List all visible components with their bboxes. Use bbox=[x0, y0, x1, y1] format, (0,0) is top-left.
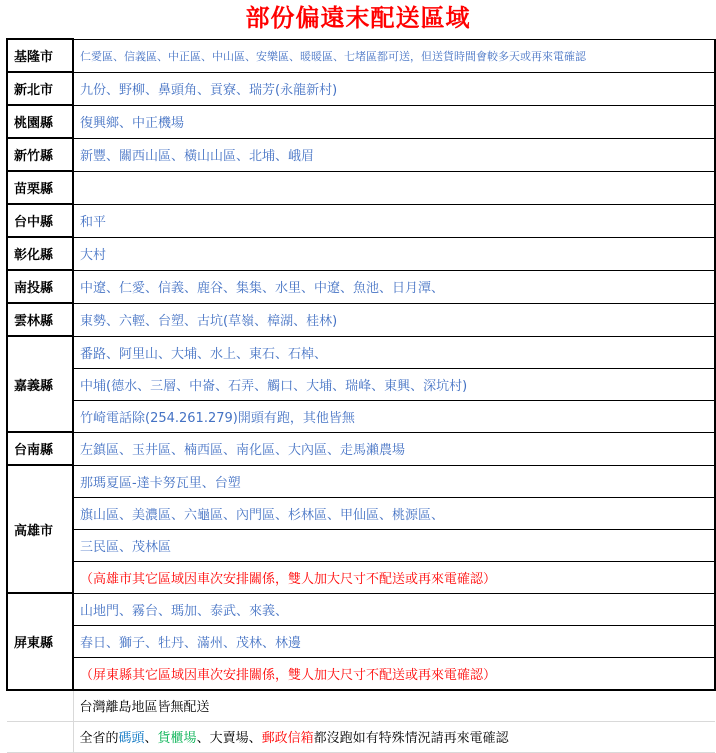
final-note-prefix: 全省的 bbox=[79, 731, 119, 746]
county-hsinchu: 新竹縣 bbox=[7, 138, 73, 171]
table-row bbox=[7, 657, 715, 690]
islands-note: 台灣離島地區皆無配送 bbox=[73, 690, 715, 722]
areas-nantou: 中遼、仁愛、信義、鹿谷、集集、水里、中遼、魚池、日月潭、 bbox=[73, 270, 715, 303]
areas-taoyuan: 復興鄉、中正機場 bbox=[73, 105, 715, 138]
final-note-container-yard: 貨櫃場 bbox=[157, 731, 197, 746]
table-row bbox=[7, 39, 715, 72]
table-row bbox=[7, 561, 715, 593]
table-row bbox=[7, 497, 715, 529]
county-taichung: 台中縣 bbox=[7, 204, 73, 237]
page-title: 部份偏遠末配送區域 bbox=[245, 4, 471, 32]
areas-kaohsiung-line-3: 三民區、茂林區 bbox=[73, 529, 715, 561]
areas-chiayi-line-3: 竹崎電話除(254.261.279)開頭有跑，其他皆無 bbox=[73, 400, 715, 432]
areas-pingtung-line-2: 春日、獅子、牡丹、滿州、茂林、林邊 bbox=[73, 625, 715, 657]
table-row bbox=[7, 593, 715, 625]
county-yunlin: 雲林縣 bbox=[7, 303, 73, 336]
table-row bbox=[7, 465, 715, 497]
county-nantou: 南投縣 bbox=[7, 270, 73, 303]
county-tainan: 台南縣 bbox=[7, 432, 73, 465]
areas-miaoli bbox=[73, 171, 715, 204]
table-row bbox=[7, 171, 715, 204]
areas-yunlin: 東勢、六輕、台塑、古坑(草嶺、樟湖、桂林) bbox=[73, 303, 715, 336]
areas-tainan: 左鎮區、玉井區、楠西區、南化區、大內區、走馬瀨農場 bbox=[73, 432, 715, 465]
table-row bbox=[7, 400, 715, 432]
table-row bbox=[7, 368, 715, 400]
areas-taichung: 和平 bbox=[73, 204, 715, 237]
areas-kaohsiung-line-1: 那瑪夏區-達卡努瓦里、台塑 bbox=[73, 465, 715, 497]
areas-newtaipei: 九份、野柳、鼻頭角、貢寮、瑞芳(永龍新村) bbox=[73, 72, 715, 105]
table-row bbox=[7, 303, 715, 336]
areas-chiayi-line-2: 中埔(德水、三層、中崙、石弄、觸口、大埔、瑞峰、東興、深坑村) bbox=[73, 368, 715, 400]
final-note-middle: 、大賣場、 bbox=[196, 731, 262, 746]
footer-blank-cell bbox=[7, 721, 73, 752]
final-note bbox=[73, 721, 715, 752]
pingtung-note: （屏東縣其它區域因車次安排關係，雙人加大尺寸不配送或再來電確認） bbox=[73, 657, 715, 690]
areas-hsinchu: 新豐、關西山區、橫山山區、北埔、峨眉 bbox=[73, 138, 715, 171]
table-row bbox=[7, 721, 715, 752]
areas-changhua: 大村 bbox=[73, 237, 715, 270]
areas-kaohsiung-line-2: 旗山區、美濃區、六龜區、內門區、杉林區、甲仙區、桃源區、 bbox=[73, 497, 715, 529]
areas-pingtung-line-1: 山地門、霧台、瑪加、泰武、來義、 bbox=[73, 593, 715, 625]
final-note-pier: 碼頭 bbox=[118, 731, 145, 746]
delivery-area-table bbox=[6, 38, 716, 753]
areas-chiayi-line-1: 番路、阿里山、大埔、水上、東石、石棹、 bbox=[73, 336, 715, 368]
table-row bbox=[7, 625, 715, 657]
final-note-suffix: 都沒跑如有特殊情況請再來電確認 bbox=[313, 731, 509, 746]
table-row bbox=[7, 270, 715, 303]
table-row bbox=[7, 432, 715, 465]
table-row bbox=[7, 529, 715, 561]
areas-keelung: 仁愛區、信義區、中正區、中山區、安樂區、暖暖區、七堵區都可送，但送貨時間會較多天或再來電確認 bbox=[73, 39, 715, 72]
table-row bbox=[7, 690, 715, 722]
county-kaohsiung: 高雄市 bbox=[7, 465, 73, 593]
final-note-sep: 、 bbox=[144, 731, 158, 746]
table-row bbox=[7, 204, 715, 237]
county-chiayi: 嘉義縣 bbox=[7, 336, 73, 432]
table-row bbox=[7, 138, 715, 171]
county-pingtung: 屏東縣 bbox=[7, 593, 73, 690]
table-row bbox=[7, 336, 715, 368]
final-note-post-box: 郵政信箱 bbox=[261, 731, 314, 746]
kaohsiung-note: （高雄市其它區域因車次安排關係，雙人加大尺寸不配送或再來電確認） bbox=[73, 561, 715, 593]
footer-blank-cell bbox=[7, 690, 73, 722]
county-taoyuan: 桃園縣 bbox=[7, 105, 73, 138]
table-row bbox=[7, 105, 715, 138]
table-row bbox=[7, 72, 715, 105]
county-newtaipei: 新北市 bbox=[7, 72, 73, 105]
table-row bbox=[7, 237, 715, 270]
county-miaoli: 苗栗縣 bbox=[7, 171, 73, 204]
county-changhua: 彰化縣 bbox=[7, 237, 73, 270]
county-keelung: 基隆市 bbox=[7, 39, 73, 72]
